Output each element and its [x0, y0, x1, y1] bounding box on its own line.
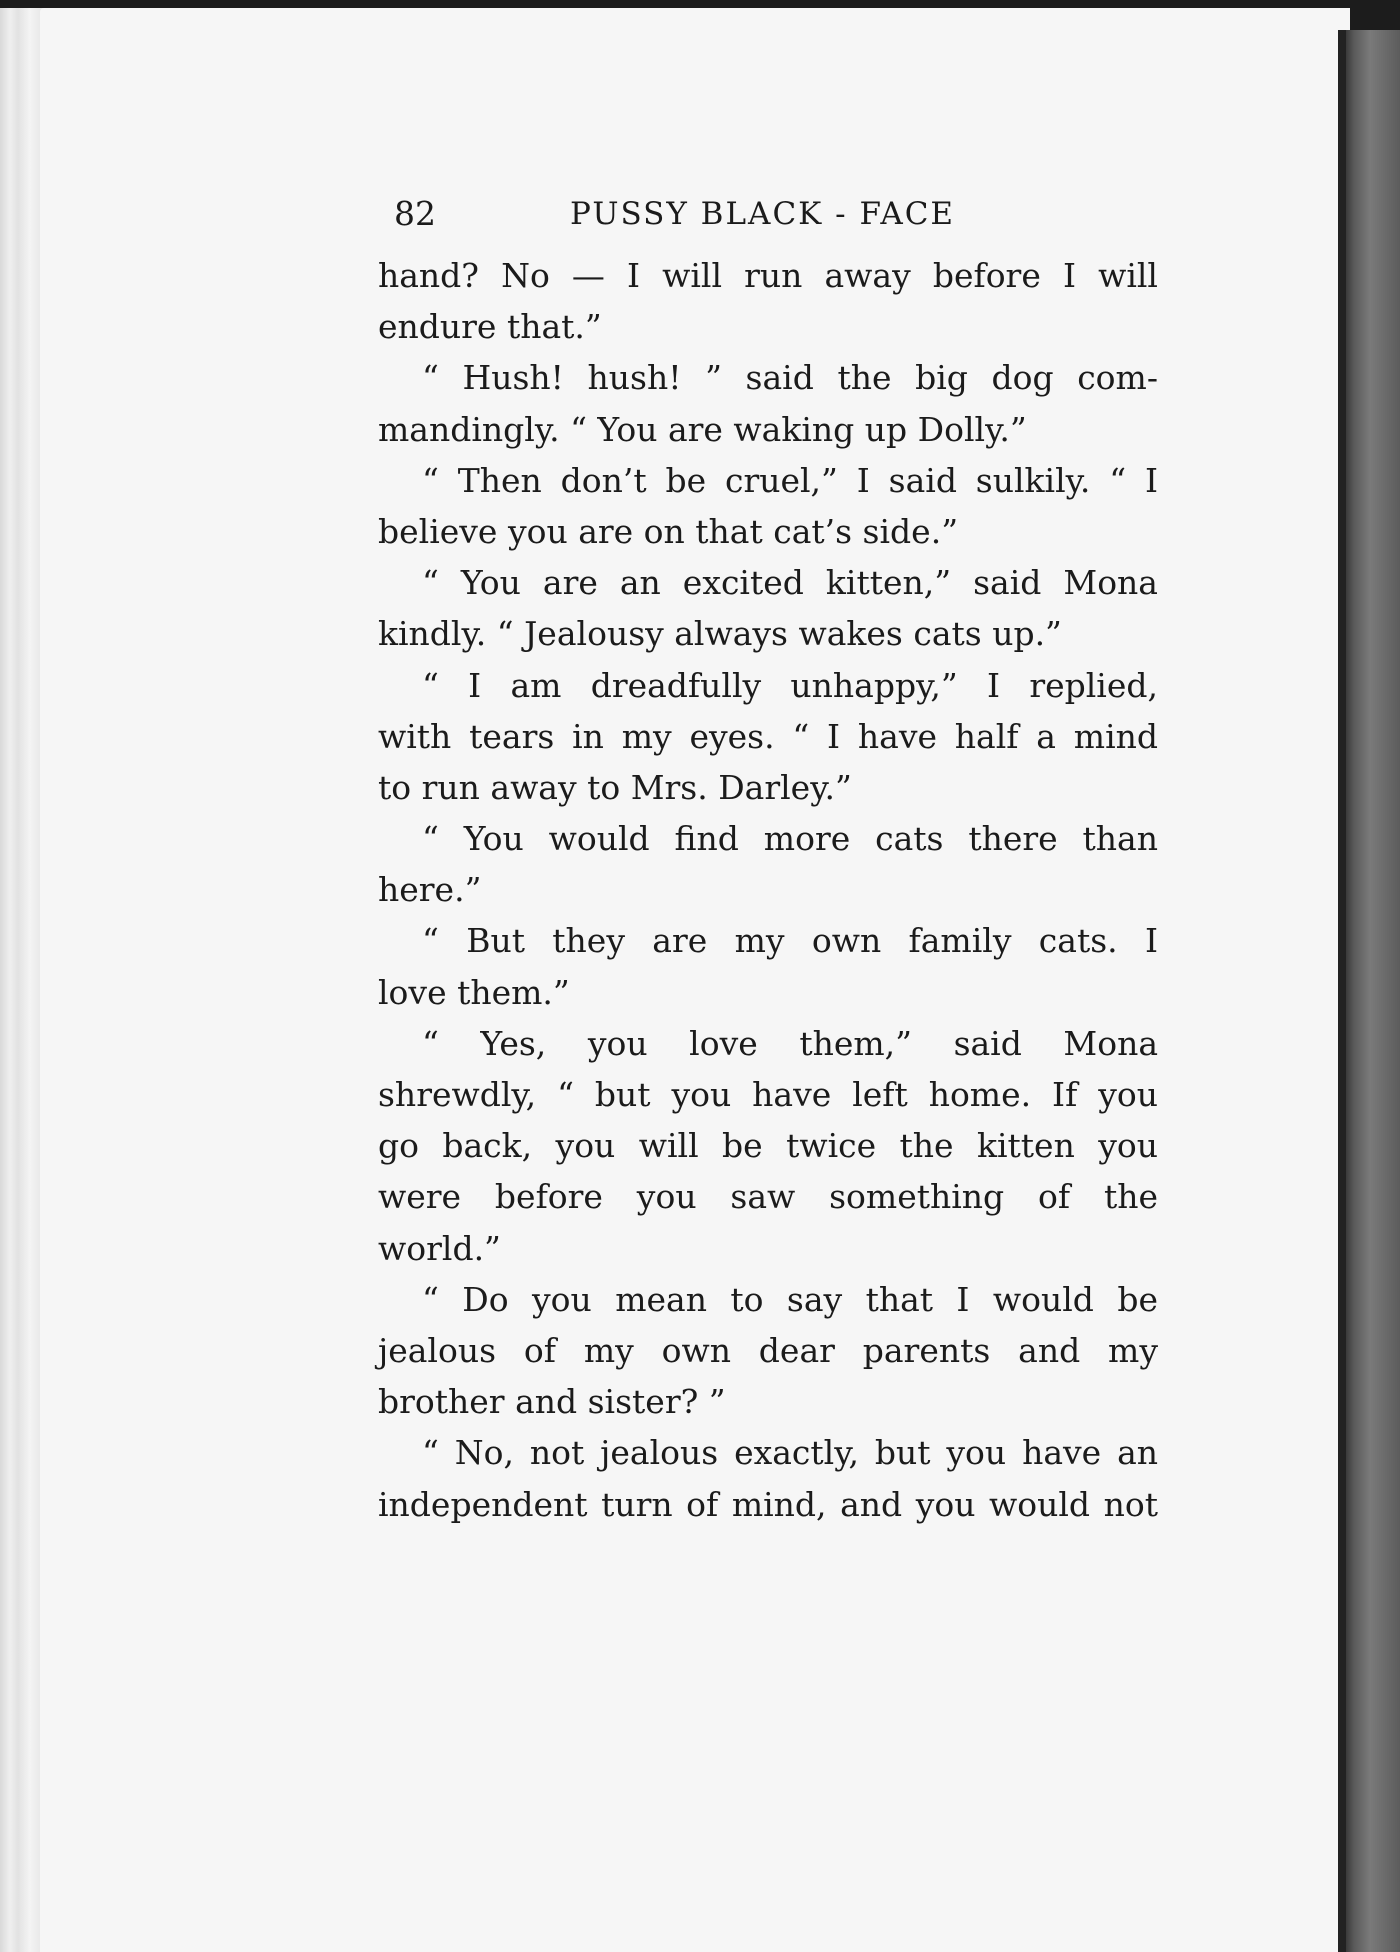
text-line: “ But they are my own family cats. I [422, 921, 1158, 961]
text-line: hand? No — I will run away before I will [378, 256, 1158, 295]
text-line: mandingly. “ You are waking up Dolly.” [378, 409, 1027, 449]
text-line: to run away to Mrs. Darley.” [378, 767, 852, 807]
text-line: were before you saw something of the [378, 1177, 1158, 1217]
text-line: brother and sister? ” [378, 1382, 726, 1422]
text-line: “ Do you mean to say that I would be [422, 1279, 1158, 1319]
text-line: believe you are on that cat’s side.” [378, 511, 959, 551]
text-line: independent turn of mind, and you would not [378, 1484, 1158, 1524]
body-text [378, 250, 1158, 1530]
text-line: world.” [378, 1228, 501, 1268]
text-line: jealous of my own dear parents and my [378, 1330, 1158, 1370]
running-title: PUSSY BLACK - FACE [570, 196, 956, 232]
text-line: “ Yes, you love them,” said Mona [422, 1023, 1158, 1063]
page-number: 82 [394, 194, 436, 233]
page-header [378, 190, 1158, 250]
book-cover-edge [1340, 30, 1400, 1952]
text-line: “ No, not jealous exactly, but you have an [422, 1433, 1158, 1473]
text-line: “ You are an excited kitten,” said Mona [422, 563, 1158, 603]
text-block [378, 190, 1158, 1530]
text-line: go back, you will be twice the kitten you [378, 1126, 1158, 1166]
text-line: endure that.” [378, 307, 602, 347]
text-line: “ You would find more cats there than [422, 819, 1158, 859]
page-shadow [1338, 30, 1346, 1952]
text-line: “ I am dreadfully unhappy,” I replied, [422, 665, 1158, 705]
text-line: “ Then don’t be cruel,” I said sulkily. “ I [422, 460, 1158, 500]
text-line: with tears in my eyes. “ I have half a mind [378, 716, 1158, 756]
text-line: shrewdly, “ but you have left home. If you [378, 1075, 1158, 1114]
text-line: love them.” [378, 972, 570, 1012]
text-line: kindly. “ Jealousy always wakes cats up.” [378, 614, 1062, 654]
text-line: here.” [378, 870, 482, 910]
text-line: “ Hush! hush! ” said the big dog com- [422, 358, 1158, 398]
